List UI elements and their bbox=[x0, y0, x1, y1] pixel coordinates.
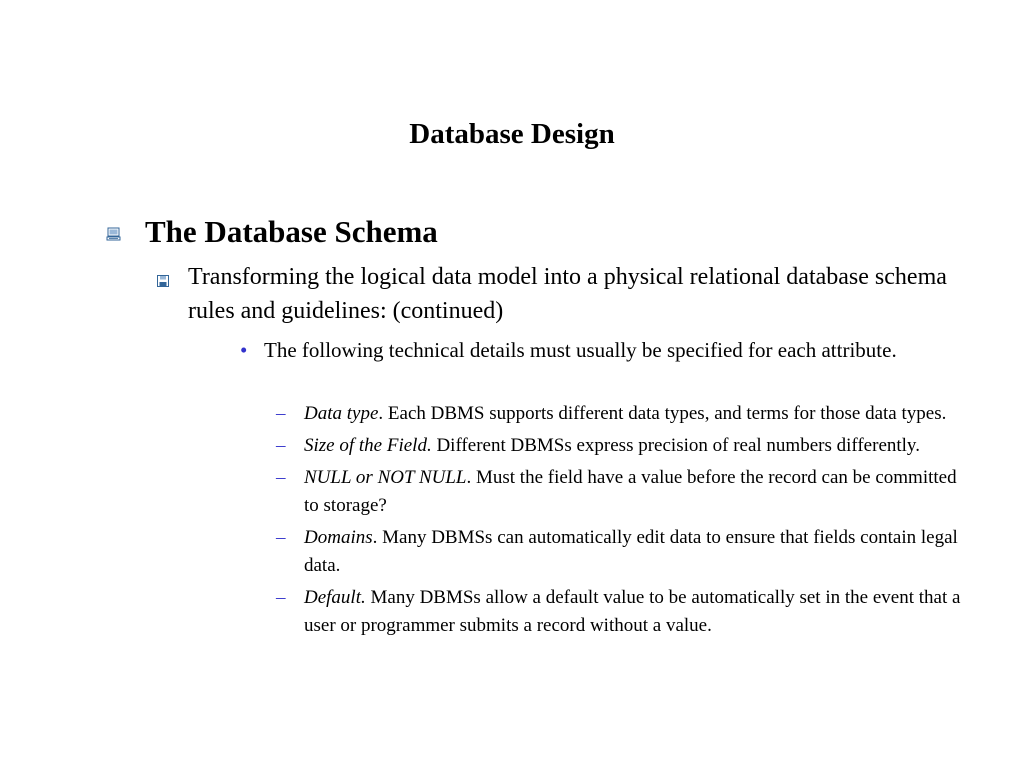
detail-text: Many DBMSs allow a default value to be automatically set in the event that a user or programmer submits a record without a value. bbox=[304, 587, 961, 636]
dash-bullet: – bbox=[276, 467, 286, 488]
detail-sep: . bbox=[466, 467, 472, 488]
detail-item-domains bbox=[276, 524, 964, 580]
detail-term: Size of the Field. bbox=[304, 435, 432, 456]
detail-text: Many DBMSs can automatically edit data to ensure that fields contain legal data. bbox=[304, 527, 958, 576]
detail-item-size-of-field bbox=[276, 432, 964, 460]
detail-item-null bbox=[276, 464, 964, 520]
slide-title: Database Design bbox=[409, 118, 615, 150]
detail-text: Different DBMSs express precision of real numbers differently. bbox=[431, 435, 920, 456]
detail-sep: . bbox=[378, 403, 384, 424]
detail-text: Each DBMS supports different data types, and terms for those data types. bbox=[383, 403, 947, 424]
detail-item-data-type bbox=[276, 400, 964, 428]
bullet-dot: • bbox=[240, 338, 248, 362]
dash-bullet: – bbox=[276, 435, 286, 456]
slide-subheading: Transforming the logical data model into a physical relational database schema rules and guidelines: (continued) bbox=[188, 264, 947, 324]
dash-bullet: – bbox=[276, 527, 286, 548]
detail-item-default bbox=[276, 584, 964, 640]
dash-bullet: – bbox=[276, 403, 286, 424]
detail-term: Domains bbox=[304, 527, 373, 548]
detail-list bbox=[0, 400, 1024, 644]
detail-term: Data type bbox=[304, 403, 379, 424]
dash-bullet: – bbox=[276, 587, 286, 608]
slide-heading: The Database Schema bbox=[145, 214, 438, 249]
detail-term: NULL or NOT NULL bbox=[304, 467, 467, 488]
detail-text: Must the field have a value before the record can be committed to storage? bbox=[304, 467, 957, 516]
detail-term: Default. bbox=[304, 587, 366, 608]
floppy-disk-icon bbox=[157, 274, 169, 286]
bullet-point-text: The following technical details must usually be specified for each attribute. bbox=[264, 338, 897, 362]
computer-icon bbox=[106, 227, 121, 241]
detail-sep: . bbox=[372, 527, 378, 548]
